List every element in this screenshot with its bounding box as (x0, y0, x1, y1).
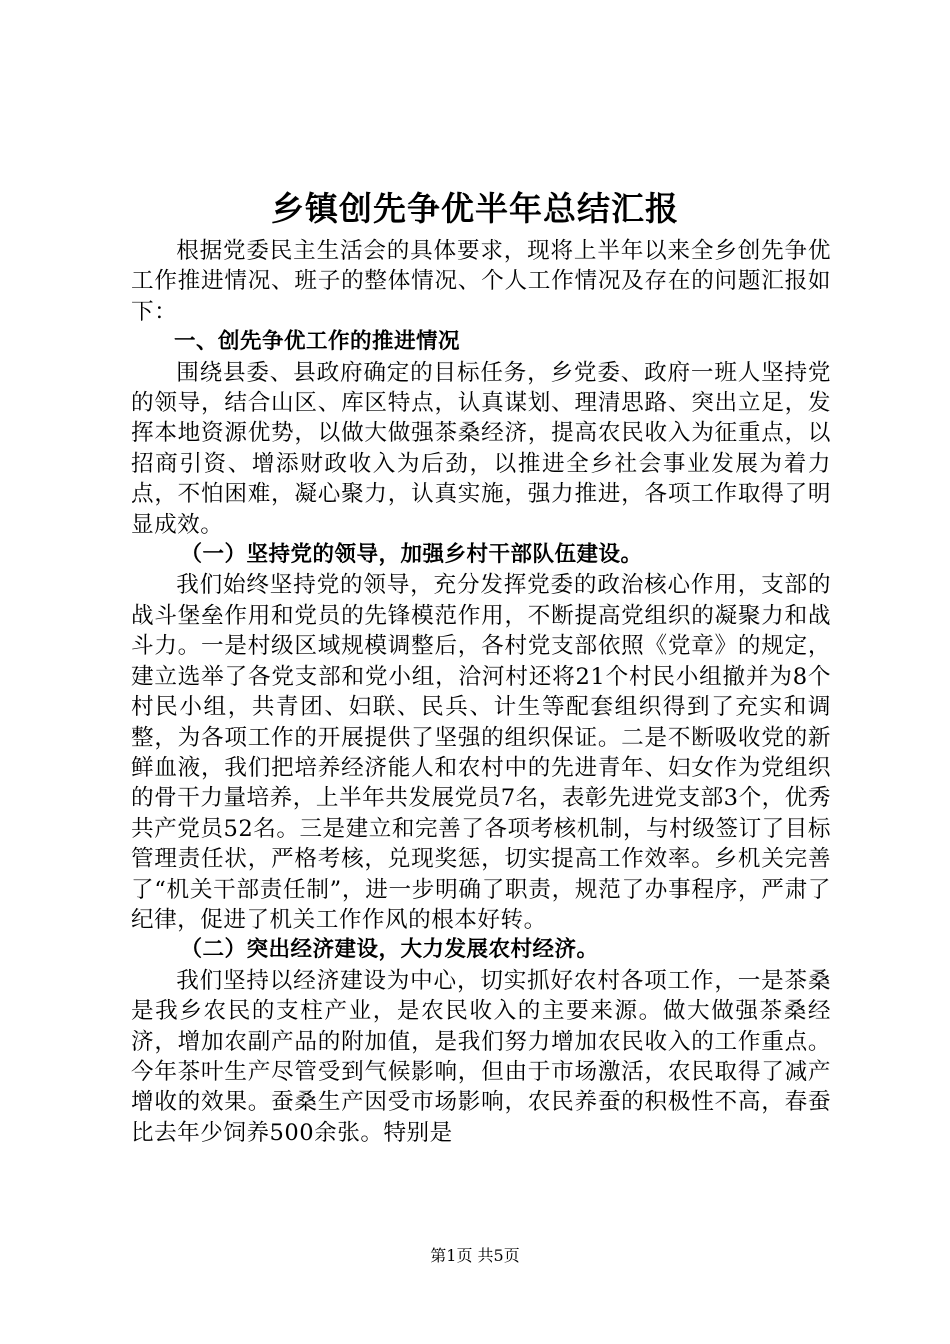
subsection-heading-1: （一）坚持党的领导，加强乡村干部队伍建设。 (180, 542, 643, 568)
body-paragraph: 我们始终坚持党的领导，充分发挥党委的政治核心作用，支部的战斗堡垒作用和党员的先锋模范作用，不断提高党组织的凝聚力和战斗力。一是村级区域规模调整后，各村党支部依照《党章》的规定，建立选举了各党支部和党小组，洽河村还将21个村民小组撤并为8个村民小组，共青团、妇联、民兵、计生等配套组织得到了充实和调整，为各项工作的开展提供了坚强的组织保证。二是不断吸收党的新鲜血液，我们把培养经济能人和农村中的先进青年、妇女作为党组织的骨干力量培养，上半年共发展党员7名，表彰先进党支部3个，优秀共产党员52名。三是建立和完善了各项考核机制，与村级签订了目标管理责任状，严格考核，兑现奖惩，切实提高工作效率。乡机关完善了“机关干部责任制”，进一步明确了职责，规范了办事程序，严肃了纪律，促进了机关工作作风的根本好转。 (131, 572, 831, 933)
subsection-heading-2: （二）突出经济建设，大力发展农村经济。 (180, 937, 599, 963)
body-paragraph: 我们坚持以经济建设为中心，切实抓好农村各项工作，一是茶桑是我乡农民的支柱产业，是农民收入的主要来源。做大做强茶桑经济，增加农副产品的附加值，是我们努力增加农民收入的工作重点。今年茶叶生产尽管受到气候影响，但由于市场激活，农民取得了减产增收的效果。蚕桑生产因受市场影响，农民养蚕的积极性不高，春蚕比去年少饲养500余张。特别是 (131, 967, 831, 1146)
section-heading-1: 一、创先争优工作的推进情况 (174, 329, 461, 355)
page-footer: 第1页 共5页 (430, 1246, 520, 1265)
document-body (131, 236, 831, 1148)
body-paragraph: 围绕县委、县政府确定的目标任务，乡党委、政府一班人坚持党的领导，结合山区、库区特点，认真谋划、理清思路、突出立足，发挥本地资源优势，以做大做强茶桑经济，提高农民收入为征重点，以招商引资、增添财政收入为后劲，以推进全乡社会事业发展为着力点，不怕困难，凝心聚力，认真实施，强力推进，各项工作取得了明显成效。 (131, 359, 831, 538)
intro-paragraph: 根据党委民主生活会的具体要求，现将上半年以来全乡创先争优工作推进情况、班子的整体情况、个人工作情况及存在的问题汇报如下： (131, 238, 831, 325)
document-title: 乡镇创先争优半年总结汇报 (271, 189, 679, 228)
